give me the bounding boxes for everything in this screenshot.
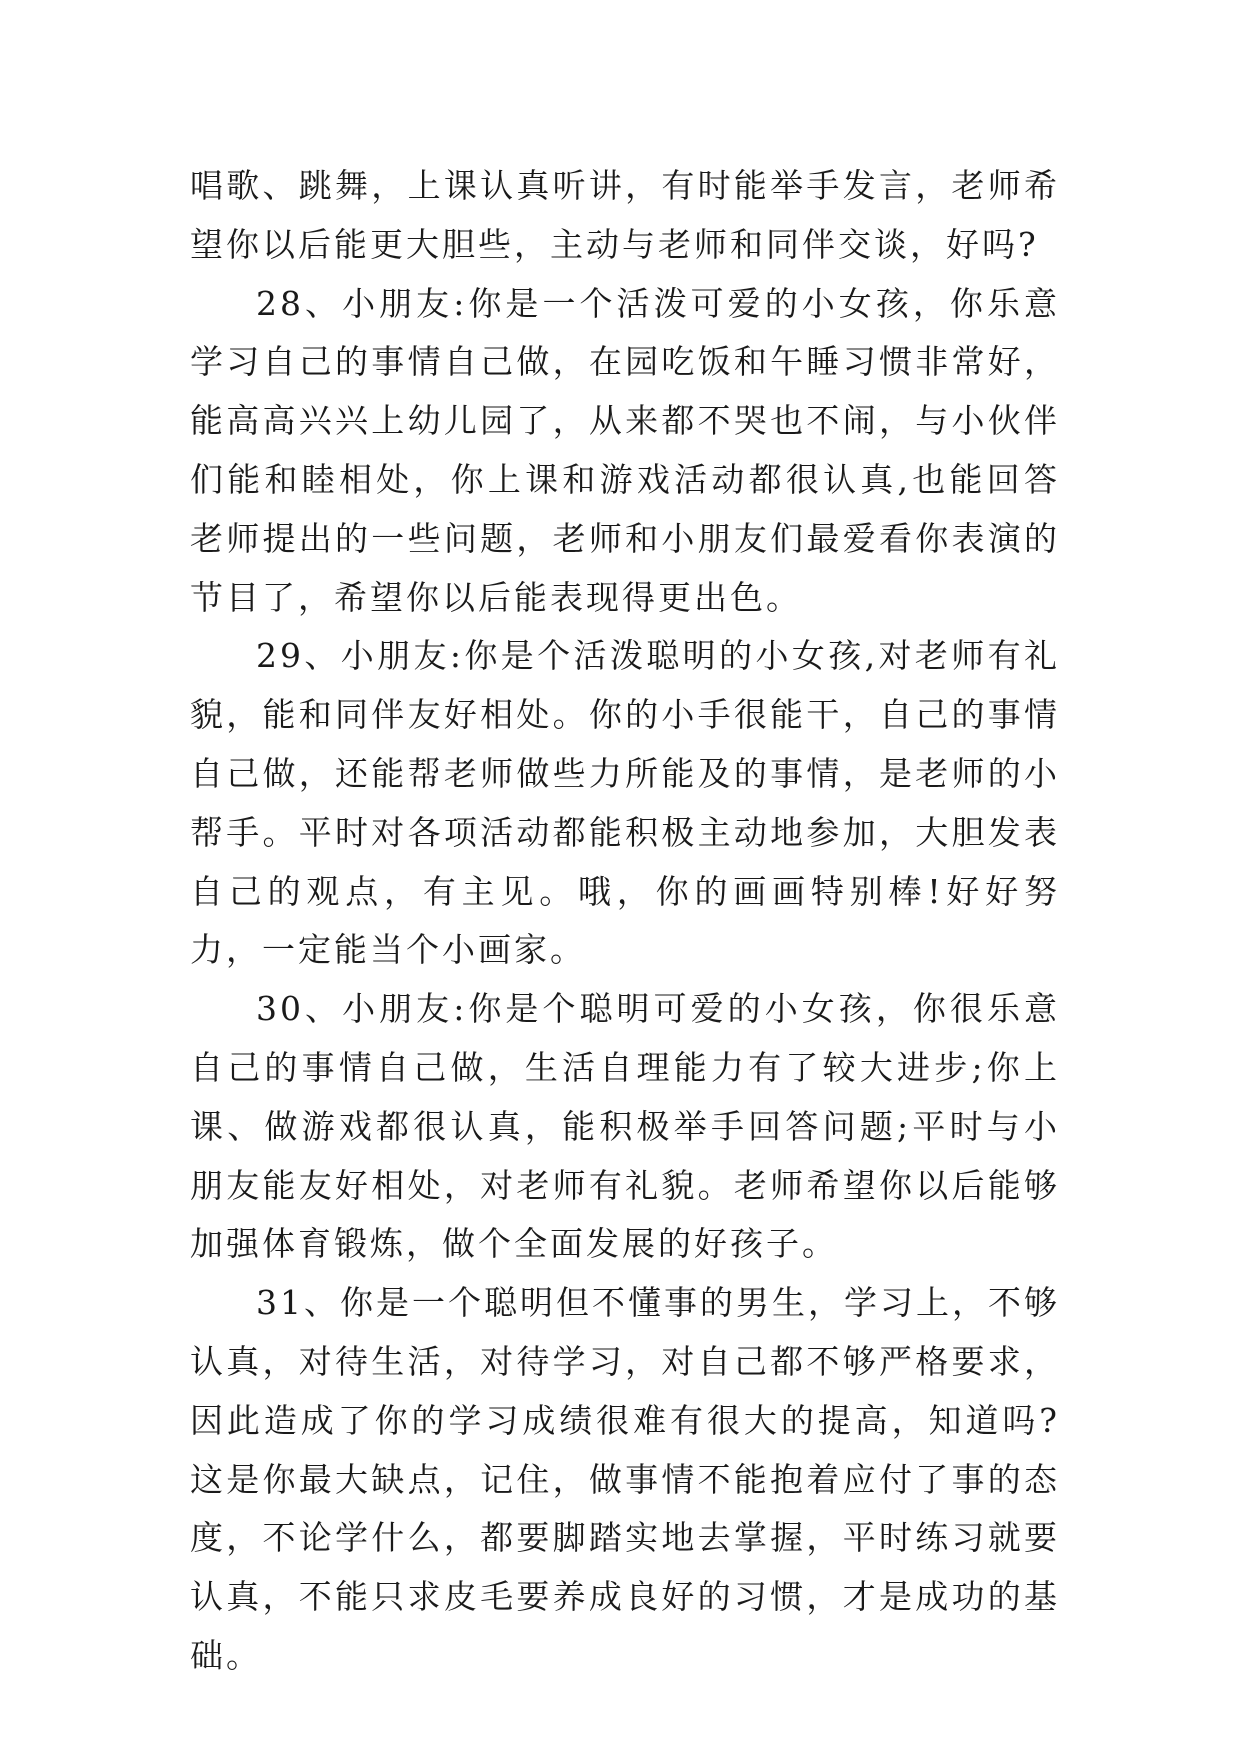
document-body — [190, 157, 1060, 1686]
paragraph-item-30: 30、小朋友:你是个聪明可爱的小女孩，你很乐意自己的事情自己做，生活自理能力有了较大进步;你上课、做游戏都很认真，能积极举手回答问题;平时与小朋友能友好相处，对老师有礼貌。老师希望你以后能够加强体育锻炼，做个全面发展的好孩子。 — [190, 989, 1060, 1264]
paragraph-item-31: 31、你是一个聪明但不懂事的男生，学习上，不够认真，对待生活，对待学习，对自己都不够严格要求，因此造成了你的学习成绩很难有很大的提高，知道吗?这是你最大缺点，记住，做事情不能抱着应付了事的态度，不论学什么，都要脚踏实地去掌握，平时练习就要认真，不能只求皮毛要养成良好的习惯，才是成功的基础。 — [190, 1283, 1060, 1675]
paragraph-continuation: 唱歌、跳舞，上课认真听讲，有时能举手发言，老师希望你以后能更大胆些，主动与老师和同伴交谈，好吗? — [190, 166, 1060, 264]
paragraph-item-28: 28、小朋友:你是一个活泼可爱的小女孩，你乐意学习自己的事情自己做，在园吃饭和午睡习惯非常好，能高高兴兴上幼儿园了，从来都不哭也不闹，与小伙伴们能和睦相处，你上课和游戏活动都很认真,也能回答老师提出的一些问题，老师和小朋友们最爱看你表演的节目了，希望你以后能表现得更出色。 — [190, 283, 1060, 617]
paragraph-item-29: 29、小朋友:你是个活泼聪明的小女孩,对老师有礼貌，能和同伴友好相处。你的小手很能干，自己的事情自己做，还能帮老师做些力所能及的事情，是老师的小帮手。平时对各项活动都能积极主动地参加，大胆发表自己的观点，有主见。哦，你的画画特别棒!好好努力，一定能当个小画家。 — [190, 636, 1060, 970]
